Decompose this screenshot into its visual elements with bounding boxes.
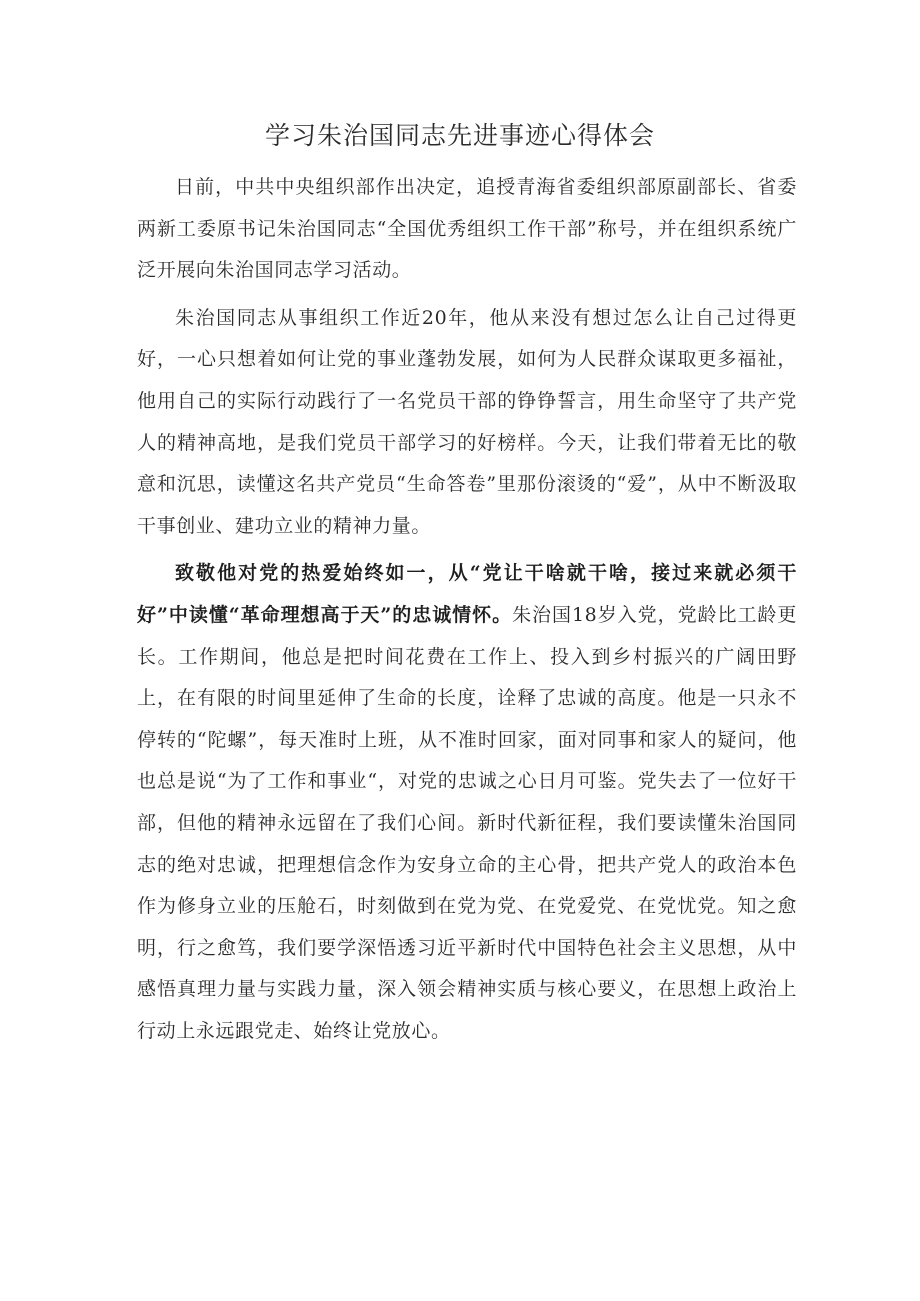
paragraph-intro: [137, 167, 797, 292]
paragraph-loyalty: [137, 553, 797, 1052]
paragraph-text: 日前，中共中央组织部作出决定，追授青海省委组织部原副部长、省委两新工委原书记朱治国同志“全国优秀组织工作干部”称号，并在组织系统广泛开展向朱治国同志学习活动。: [137, 176, 797, 282]
document-body: [137, 167, 797, 1052]
paragraph-background: [137, 298, 797, 548]
paragraph-lead: 致敬他对党的热爱始终如一，从“党让干啥就干啥，接过来就必须干好”中读懂“革命理想高于天”的忠诚情怀。: [137, 562, 797, 626]
paragraph-text: 朱治国18岁入党，党龄比工龄更长。工作期间，他总是把时间花费在工作上、投入到乡村振兴的广阔田野上，在有限的时间里延伸了生命的长度，诠释了忠诚的高度。他是一只永不停转的“陀螺”，每天准时上班，从不准时回家，面对同事和家人的疑问，他也总是说“为了工作和事业“，对党的忠诚之心日月可鉴。党失去了一位好干部，但他的精神永远留在了我们心间。新时代新征程，我们要读懂朱治国同志的绝对忠诚，把理想信念作为安身立命的主心骨，把共产党人的政治本色作为修身立业的压舱石，时刻做到在党为党、在党爱党、在党忧党。知之愈明，行之愈笃，我们要学深悟透习近平新时代中国特色社会主义思想，从中感悟真理力量与实践力量，深入领会精神实质与核心要义，在思想上政治上行动上永远跟党走、始终让党放心。: [137, 603, 797, 1042]
paragraph-text: 朱治国同志从事组织工作近20年，他从来没有想过怎么让自己过得更好，一心只想着如何让党的事业蓬勃发展，如何为人民群众谋取更多福祉，他用自己的实际行动践行了一名党员干部的铮铮誓言，用生命坚守了共产党人的精神高地，是我们党员干部学习的好榜样。今天，让我们带着无比的敬意和沉思，读懂这名共产党员“生命答卷”里那份滚烫的“爱”，从中不断汲取干事创业、建功立业的精神力量。: [137, 306, 797, 537]
document-title: 学习朱治国同志先进事迹心得体会: [264, 121, 655, 150]
